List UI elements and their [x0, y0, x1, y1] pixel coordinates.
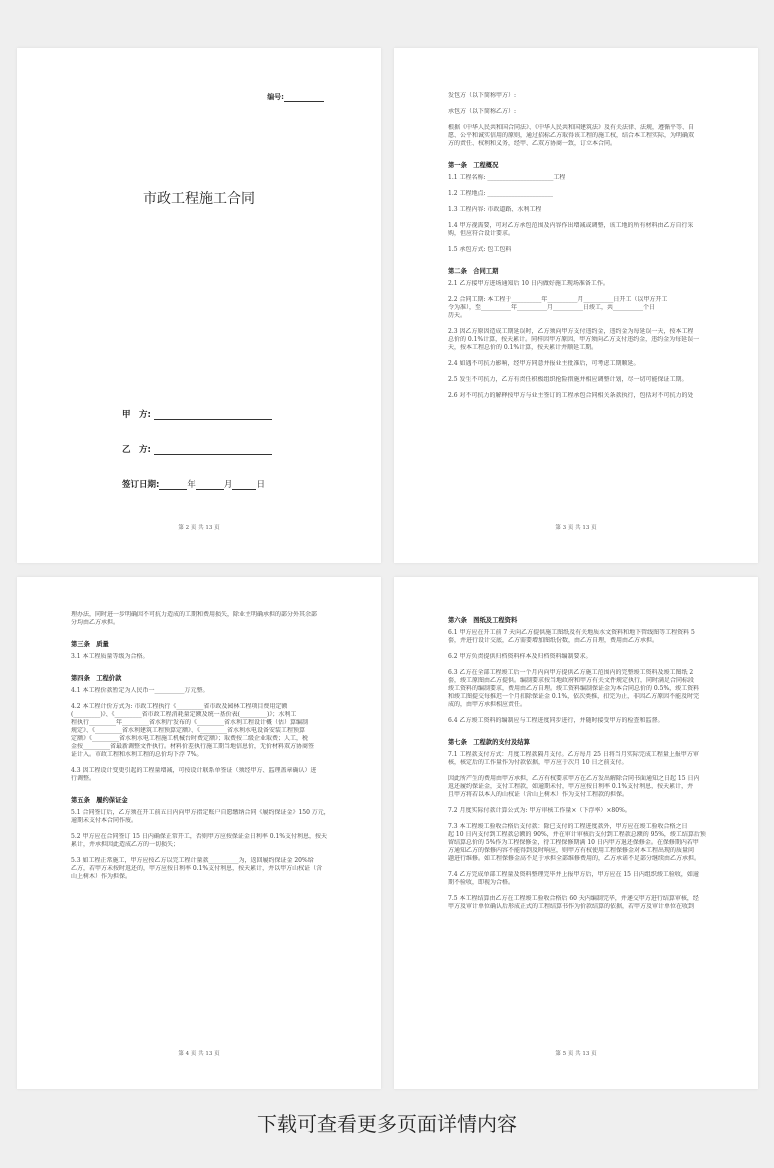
section-heading: 第四条 工程价款	[71, 675, 122, 682]
text-line: 乙方，若甲方未按时返还的，甲方应按日利率 0.1%支付利息，按天累计，并以甲方山权证（含	[71, 865, 323, 872]
text-line: 2.6 对不可抗力的解释按甲方与业主签订的工程承包合同相关条款执行，包括对不可抗力的处	[448, 392, 694, 399]
text-line: 4.1 本工程价款暂定为人民币一__________万元整。	[71, 687, 209, 694]
contract-title: 市政工程施工合同	[143, 191, 255, 207]
text-line: 且甲方将若以本人的山权证（含山上树木）作为支付工程款的担保。	[448, 791, 629, 798]
section-heading: 第七条 工程款的支付及结算	[448, 739, 530, 746]
text-line: 3.1 本工程质量等级为合格。	[71, 653, 149, 660]
text-line: 2.1 乙方接甲方进场通知后 10 日内做好施工现场准备工作。	[448, 280, 609, 287]
text-line: 1.4 甲方视需要，可对乙方承包范围及内容作出增减或调整，该工地的所有材料由乙方自行采	[448, 222, 694, 229]
section-heading: 第二条 合同工期	[448, 268, 499, 275]
text-line: 根据《中华人民共和国合同法》、《中华人民共和国建筑法》及有关法律、法规，遵循平等、自	[448, 124, 695, 131]
sign-date-line: 签订日期: 年 月 日	[122, 480, 265, 490]
section-heading: 第三条 质量	[71, 641, 109, 648]
text-line: 承包方（以下简称乙方）:	[448, 108, 517, 115]
text-line: 行调整。	[71, 775, 96, 782]
text-line: 金按_________省最新调整文件执行。材料价差执行施工期当地信息价，无价材料双方协商签	[71, 743, 315, 750]
text-line: 5.3 如工程正常施工，甲方应按乙方以完工程计量款__________为，返回履约保证金 20%给	[71, 857, 314, 864]
text-line: 起 10 日内支付到工程款总额的 90%，并在审计审核后支付到工程款总额的 95%，竣工结算后预	[448, 831, 706, 838]
text-line: 7.3 本工程竣工验收合格后支付款：除已支付的工程进度款外，甲方应在竣工验收合格之日	[448, 823, 688, 830]
text-line: 1.3 工程内容: 市政道路、水利工程	[448, 206, 542, 213]
text-line: 2.3 因乙方原因造成工期延误时，乙方须向甲方支付违约金，违约金为每延误一天，按本工程	[448, 328, 694, 335]
text-line: 1.2 工程地点: ______________________	[448, 190, 554, 197]
text-line: 6.4 乙方竣工资料的编制应与工程进度同步进行，并随时接受甲方的检查和监督。	[448, 717, 664, 724]
text-line: 5.1 合同签订后，乙方须在开工前五日内向甲方指定账户自愿缴纳合同《履约保证金》150 万元，	[71, 809, 330, 816]
section-heading: 第六条 图纸及工程资料	[448, 617, 518, 624]
text-line: 7.5 本工程结算由乙方在工程竣工验收合格后 60 天内编制完毕，并递交甲方进行结算审核，经	[448, 895, 699, 902]
text-line: 天，按本工程总价的 0.1%计算，按天累计并顺延工期。	[448, 344, 598, 351]
text-line: 返还履约保证金，支付工程款，如逾期未付，甲方应按日利率 0.1%支付利息，按天累计，并	[448, 783, 694, 790]
text-line: 和竣工图提交每推迟一个月扣除保证金 0.1%，依次类推，扣完为止，非因乙方原因不能及时完	[448, 693, 700, 700]
text-line: 定额》《_________省水利水电工程施工机械台时费定额》；取费按二级企业取费；人工，税	[71, 735, 309, 742]
text-line: 留结算总价的 5%作为工程保修金，待工程保修期满 10 日内甲方退还保修金。在保修期内若甲	[448, 839, 699, 846]
contract-page-2	[394, 48, 758, 563]
text-line: 甲方及审计单位确认后形成正式的工程结算书作为价款结算的依据，若甲方及审计单位在收到	[448, 903, 695, 910]
text-line: 7.2 月度实际付款计算公式为: 甲方审核工作量×（下浮率）×80%。	[448, 807, 631, 814]
text-line: 4.3 因工程设计变更引起的工程量增减，可按设计联系单签证（须经甲方、监理盖章确认）进	[71, 767, 317, 774]
cover-page	[17, 48, 381, 563]
section-heading: 第一条 工程概况	[448, 162, 499, 169]
contract-page-4	[394, 577, 758, 1089]
text-line: 题进行维修。如工程保修金高不足于承担全部维修费用的，乙方承诺不足部分继续由乙方承担。	[448, 855, 701, 862]
text-line: 套，并进行设计交底，乙方需要增加图纸份数，由乙方自理，费用由乙方承担。	[448, 637, 659, 644]
text-line: 竣工资料的编制要求，费用由乙方自理。竣工资料编制保证金为本合同总价的 0.5%，竣工资料	[448, 685, 700, 692]
text-line: 累计，并承担因此造成乙方的一切损失；	[71, 841, 180, 848]
text-line: 期不验收，即视为合格。	[448, 879, 515, 886]
text-line: 方的责任、权利和义务，经甲、乙双方协商一致，订立本合同。	[448, 140, 617, 147]
text-line: 因此所产生的费用由甲方承担，乙方有权要求甲方在乙方发出解除合同书面通知之日起 15 日内	[448, 775, 700, 782]
text-line: 分均由乙方承担。	[71, 619, 120, 626]
text-line: 历天。	[448, 312, 467, 319]
contract-page-3	[17, 577, 381, 1089]
text-line: 5.2 甲方应在合同签订 15 日内确保正常开工，否则甲方应按保证金日利率 0.1%支付利息，按天	[71, 833, 328, 840]
text-line: 逾期未支付本合同作废。	[71, 817, 138, 824]
party-b-line: 乙 方:	[122, 443, 272, 455]
text-line: 套，竣工原图由乙方提供。编制要求按当地政府和甲方有关文件规定执行，同时满足合同标段	[448, 677, 695, 684]
text-line: 1.5 承包方式: 包工包料	[448, 246, 512, 253]
text-line: 7.1 工程款支付方式：月度工程款隔月支付。乙方每月 25 日将当月实际完成工程量上报甲方审	[448, 751, 699, 758]
text-line: 总价的 0.1%计算，按天累计。同样因甲方原因，甲方须向乙方支付违约金，违约金为每延误一	[448, 336, 700, 343]
party-a-line: 甲 方:	[122, 408, 272, 420]
text-line: 理办法，同时进一步明确因不可抗力造成的工期和费用损失，除业主明确承担的部分外其余部	[71, 611, 318, 618]
text-line: 1.1 工程名称: ______________________工程	[448, 174, 566, 181]
page-footer: 第 2 页 共 13 页	[178, 525, 220, 531]
text-line: 山上树木）作为担保。	[71, 873, 132, 880]
text-line: 购，但应符合设计要求。	[448, 230, 515, 237]
text-line: 4.2 本工程计价方式为: 市政工程执行《_________省市政及园林工程项目费用定额	[71, 703, 288, 710]
text-line: 2.2 合同工期: 本工程于__________年__________月__________日开工（以甲方开工	[448, 296, 668, 303]
download-more-prompt[interactable]: 下载可查看更多页面详情内容	[257, 1112, 517, 1136]
text-line: 核，核定后的工作量作为付款依据，甲方应于次月 10 日之前支付。	[448, 759, 628, 766]
text-line: 2.4 如遇不可抗力影响，经甲方同意并报业主批准后，可考虑工期顺延。	[448, 360, 640, 367]
text-line: 7.4 乙方完成单部工程量及资料整理完毕并上报甲方后，甲方应在 15 日内组织竣工验收，如逾	[448, 871, 699, 878]
page-footer: 第 5 页 共 13 页	[555, 1051, 597, 1057]
text-line: 令为准），至__________年__________月__________日竣工，共__________个日	[448, 304, 656, 311]
page-footer: 第 4 页 共 13 页	[178, 1051, 220, 1057]
text-line: (_________)》、《_________省市政工程消耗量定额及统一基价表(_________)》；水利工	[71, 711, 297, 718]
text-line: 程执行_________年_________省水利厅发布的《_________省水利工程设计概（估）算编制	[71, 719, 309, 726]
text-line: 2.5 发生不可抗力，乙方有责任积极组织抢险措施并相应调整计划，尽一切可能保证工期。	[448, 376, 688, 383]
text-line: 证计入。市政工程和水利工程的总价均下浮 7%。	[71, 751, 203, 758]
text-line: 愿、公平和诚实信用的原则，通过招标乙方取得该工程的施工权，结合本工程实际，为明确双	[448, 132, 695, 139]
contract-number: 编号:	[267, 92, 324, 102]
text-line: 规定》、《_________省水利建筑工程预算定额》、《_________省水利水电设备安装工程预算	[71, 727, 306, 734]
page-footer: 第 3 页 共 13 页	[555, 525, 597, 531]
text-line: 发包方（以下简称甲方）:	[448, 92, 517, 99]
text-line: 6.1 甲方应在开工前 7 天向乙方提供施工图纸及有关地质水文资料和地下管线图等工程资料 5	[448, 629, 695, 636]
text-line: 6.3 乙方在全部工程竣工后一个月内向甲方提供乙方施工范围内的完整竣工资料及竣工图纸 2	[448, 669, 694, 676]
text-line: 方通知乙方的保修内容不能得到及时响应，则甲方有权使用工程保修金对本工程出现的质量问	[448, 847, 695, 854]
text-line: 6.2 甲方负责提供归档资料样本及归档资料编制要求。	[448, 653, 592, 660]
text-line: 成的，由甲方承担相应责任。	[448, 701, 527, 708]
section-heading: 第五条 履约保证金	[71, 797, 128, 804]
